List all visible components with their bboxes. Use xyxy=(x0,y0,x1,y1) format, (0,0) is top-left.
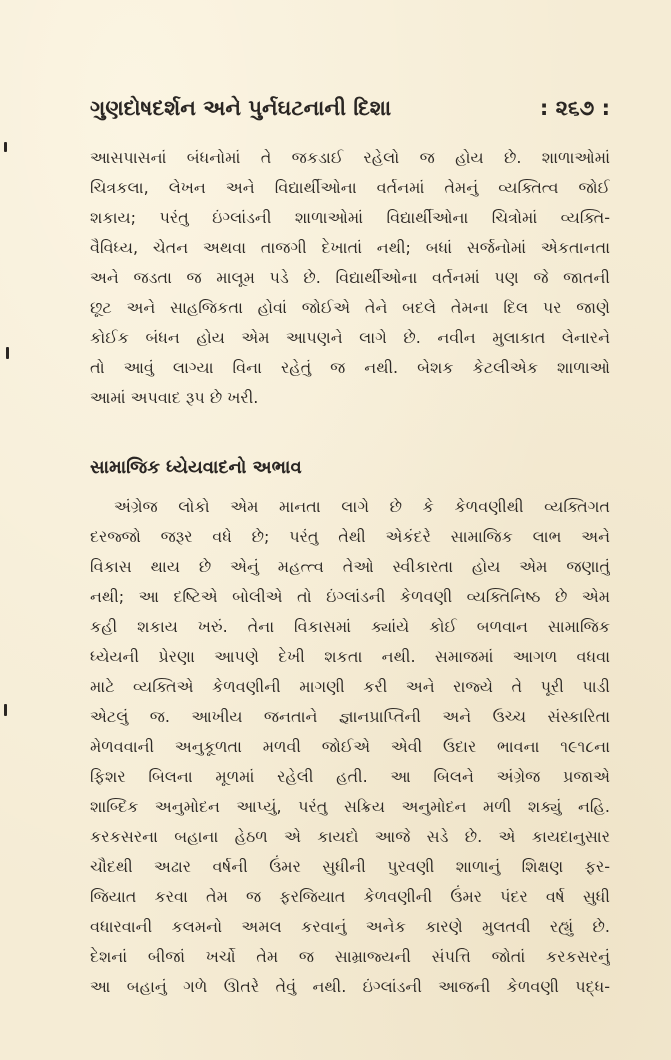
text-line: છૂટ અને સાહજિકતા હોવાં જોઈએ તેને બદલે તેમના દિલ પર જાણે xyxy=(90,298,610,317)
text-line: તો આવું લાગ્યા વિના રહેતું જ નથી. બેશક કેટલીએક શાળાઓ xyxy=(90,358,610,377)
text-line: શકાય; પરંતુ ઇંગ્લાંડની શાળાઓમાં વિદ્યાર્થીઓના ચિત્રોમાં વ્યક્તિ- xyxy=(90,208,610,227)
text-line: એટલું જ. આખીય જનતાને જ્ઞાનપ્રાપ્તિની અને ઉચ્ચ સંસ્કારિતા xyxy=(90,707,610,726)
text-line: માટે વ્યક્તિએ કેળવણીની માગણી કરી અને રાજ્યે તે પૂરી પાડી xyxy=(90,677,610,696)
text-line: ધ્યેયની પ્રેરણા આપણે દેખી શકતા નથી. સમાજમાં આગળ વધવા xyxy=(90,647,610,666)
text-line: ચૌદથી અઢાર વર્ષની ઉંમર સુધીની પુરવણી શાળાનું શિક્ષણ ફર- xyxy=(90,857,610,876)
text-line: આ બહાનું ગળે ઊતરે તેવું નથી. ઇંગ્લાંડની આજની કેળવણી પદ્ધ- xyxy=(90,977,610,996)
text-line: કોઈક બંધન હોય એમ આપણને લાગે છે. નવીન મુલાકાત લેનારને xyxy=(90,328,610,347)
running-title: ગુણદોષદર્શન અને પુર્નઘટનાની દિશા xyxy=(90,95,392,120)
text-line: અંગ્રેજ લોકો એમ માનતા લાગે છે કે કેળવણીથી વ્યક્તિગત xyxy=(114,497,610,516)
text-line: ફિશર બિલના મૂળમાં રહેલી હતી. આ બિલને અંગ્રેજ પ્રજાએ xyxy=(90,767,610,786)
text-line: દરજ્જો જરૂર વધે છે; પરંતુ તેથી એકંદરે સામાજિક લાભ અને xyxy=(90,527,610,546)
page-number: : ૨૬૭ : xyxy=(539,95,610,120)
text-line: મેળવવાની અનુકૂળતા મળવી જોઈએ એવી ઉદાર ભાવના ૧૯૧૮ના xyxy=(90,737,610,756)
text-line: ચિત્રકલા, લેખન અને વિદ્યાર્થીઓના વર્તનમાં તેમનું વ્યક્તિત્વ જોઈ xyxy=(90,178,610,197)
text-line: આસપાસનાં બંધનોમાં તે જકડાઈ રહેલો જ હોય છે. શાળાઓમાં xyxy=(90,148,610,167)
page-header xyxy=(90,90,610,126)
text-line: વિકાસ થાય છે એનું મહત્ત્વ તેઓ સ્વીકારતા હોય એમ જણાતું xyxy=(90,557,610,576)
text-line: જિયાત કરવા તેમ જ ફરજિયાત કેળવણીની ઉંમર પંદર વર્ષ સુધી xyxy=(90,887,610,906)
text-line: કહી શકાય ખરું. તેના વિકાસમાં ક્યાંયે કોઈ બળવાન સામાજિક xyxy=(90,617,610,636)
section-heading: સામાજિક ધ્યેયવાદનો અભાવ xyxy=(90,457,302,478)
text-line: વધારવાની કલમનો અમલ કરવાનું અનેક કારણે મુલતવી રહ્યું છે. xyxy=(90,917,610,936)
text-line: નથી; આ દષ્ટિએ બોલીએ તો ઇંગ્લાંડની કેળવણી વ્યક્તિનિષ્ઠ છે એમ xyxy=(90,587,610,606)
paragraph-1 xyxy=(90,143,610,413)
paragraph-2 xyxy=(90,492,610,1002)
text-line: અને જડતા જ માલૂમ પડે છે. વિદ્યાર્થીઓના વર્તનમાં પણ જે જાતની xyxy=(90,268,610,287)
text-line: શાબ્દિક અનુમોદન આપ્યું, પરંતુ સક્રિય અનુમોદન મળી શક્યું નહિ. xyxy=(90,797,610,816)
margin-mark xyxy=(4,142,7,152)
text-line: વૈવિધ્ય, ચેતન અથવા તાજગી દેખાતાં નથી; બધાં સર્જનોમાં એકતાનતા xyxy=(90,238,610,257)
text-line: આમાં અપવાદ રૂપ છે ખરી. xyxy=(90,388,259,407)
margin-mark xyxy=(4,704,7,716)
margin-mark xyxy=(6,347,9,359)
text-line: કરકસરના બહાના હેઠળ એ કાયદો આજે સડે છે. એ કાયદાનુસાર xyxy=(90,827,610,846)
text-line: દેશનાં બીજાં ખર્ચો તેમ જ સામ્રાજ્યની સંપત્તિ જોતાં કરકસરનું xyxy=(90,947,610,966)
